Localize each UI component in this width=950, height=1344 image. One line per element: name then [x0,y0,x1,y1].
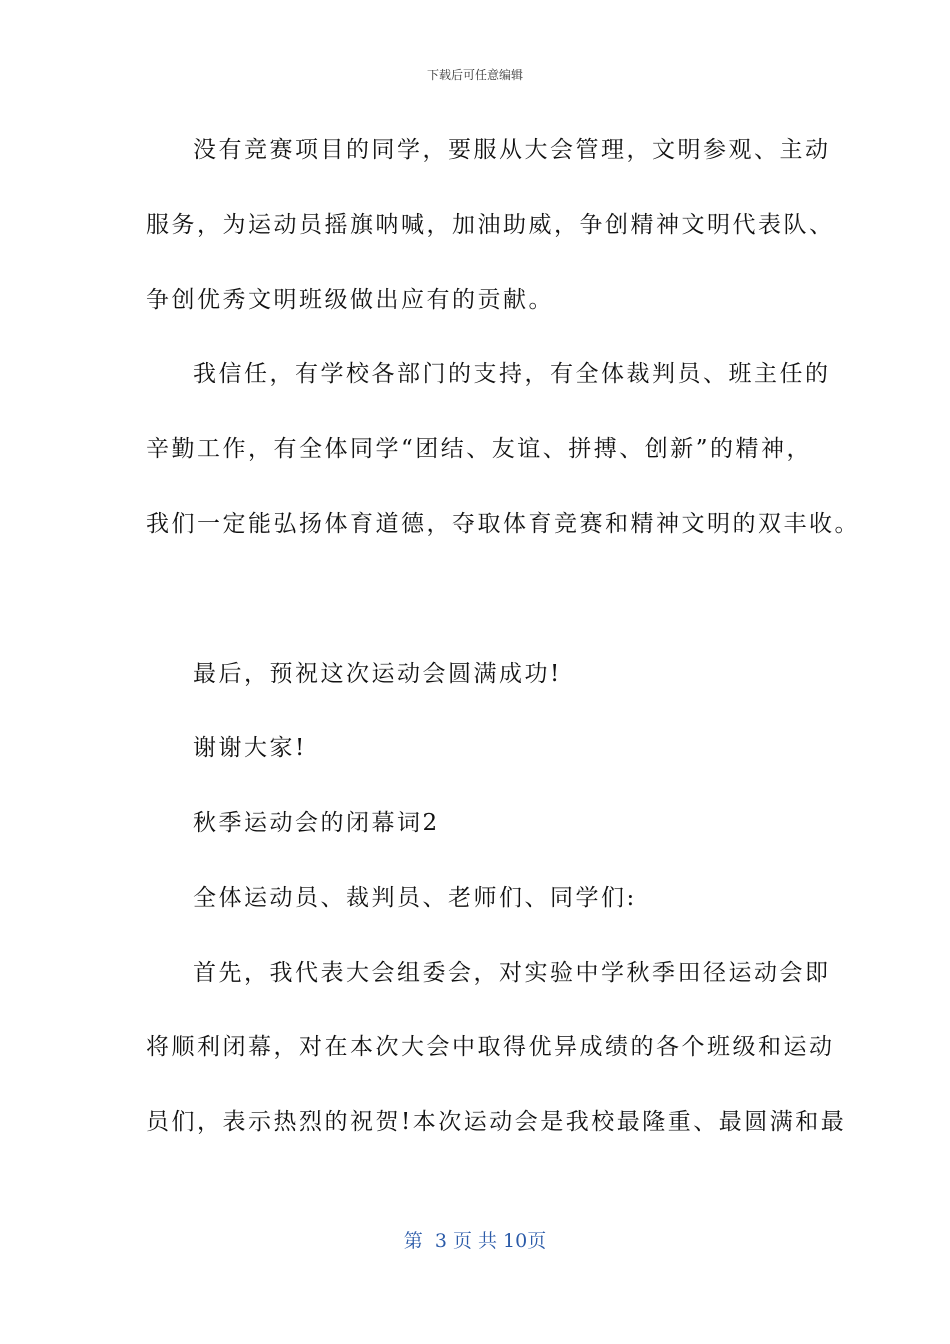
page-number: 第 3 页 共 10页 [403,1230,547,1252]
paragraph-line: 员们，表示热烈的祝贺!本次运动会是我校最隆重、最圆满和最 [146,1109,847,1135]
paragraph-line: 将顺利闭幕，对在本次大会中取得优异成绩的各个班级和运动 [146,1034,835,1060]
thanks-line: 谢谢大家! [193,735,307,761]
paragraph-line: 我们一定能弘扬体育道德，夺取体育竞赛和精神文明的双丰收。 [146,511,860,537]
paragraph-line: 我信任，有学校各部门的支持，有全体裁判员、班主任的 [193,361,831,387]
paragraph-line: 没有竞赛项目的同学，要服从大会管理，文明参观、主动 [193,137,831,163]
page-header: 下载后可任意编辑 [426,68,523,82]
paragraph-line: 首先，我代表大会组委会，对实验中学秋季田径运动会即 [193,960,831,986]
closing-wish: 最后，预祝这次运动会圆满成功! [193,661,562,687]
salutation: 全体运动员、裁判员、老师们、同学们: [193,885,637,911]
paragraph-line: 辛勤工作，有全体同学“团结、友谊、拼搏、创新”的精神， [146,436,813,462]
paragraph-line: 服务，为运动员摇旗呐喊，加油助威，争创精神文明代表队、 [146,212,835,238]
section-title: 秋季运动会的闭幕词2 [193,810,440,836]
paragraph-line: 争创优秀文明班级做出应有的贡献。 [146,287,554,313]
